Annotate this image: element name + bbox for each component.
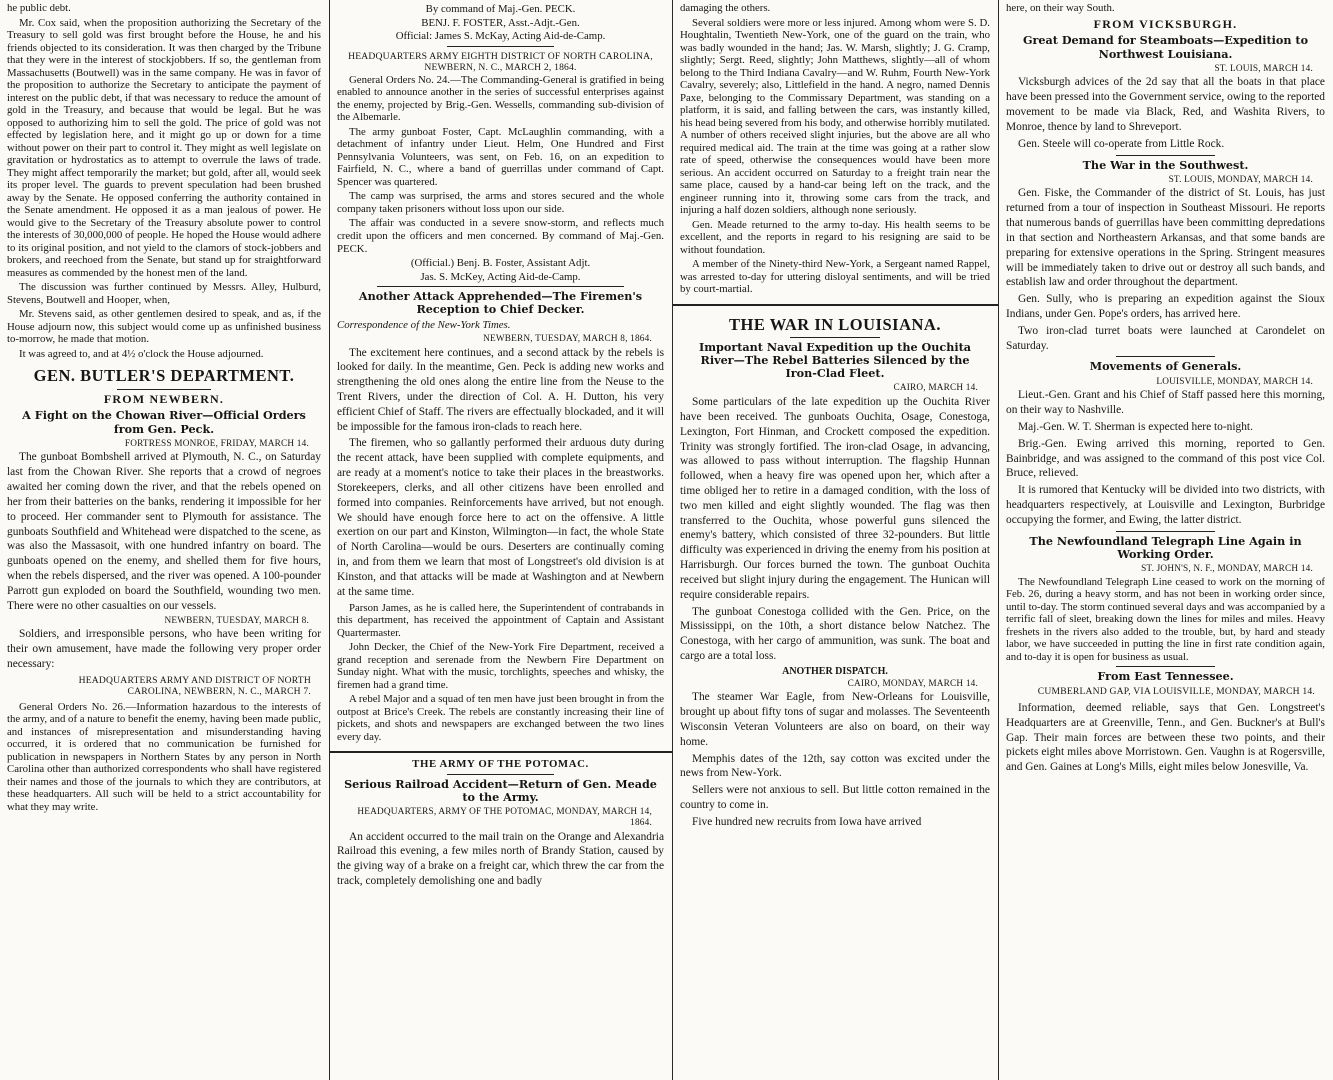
subheading: ANOTHER DISPATCH. xyxy=(782,665,888,677)
paragraph: damaging the others. xyxy=(680,2,771,14)
paragraph: Some particulars of the late expedition up the Ouchita River have been received. The gunboats Ouchita, Osage, Conestoga, Lexington, Fort Hinman, and Crockett composed the expedition. Trinity was strongly fortified. The iron-clad Osage, in advancing, was allowed to pass without interruption. The flagship Hunnan followed, when a heavy fire was opened upon her, which after a time obliged her to retire in a damaged condition, with the loss of two men killed and eight slightly wounded. The flag was then transferred to the Ouchita, whose powerful guns silenced the enemy's battery, which consisted of three 32-pounders. But little difficulty was experienced in driving the enemy from his position at Harrisburgh. Our forces burned the town. The gunboat Ouchita received but slight injury during the engagement. The Hunican will require considerable repairs. xyxy=(680,396,990,601)
section-box xyxy=(673,304,998,830)
signature: Official: James S. McKay, Acting Aid-de-Camp. xyxy=(395,30,606,43)
paragraph: Two iron-clad turret boats were launched at Carondelet on Saturday. xyxy=(1006,324,1325,352)
paragraph: A member of the Ninety-third New-York, a Sergeant named Rappel, was arrested to-day for uttering disloyal sentiments, and will be tried by court-martial. xyxy=(680,258,990,296)
divider xyxy=(377,286,624,287)
paragraph: General Orders No. 26.—Information hazardous to the interests of the army, and of a nature to benefit the enemy, having been made public, and instances of misrepresentation and misunderstanding having occurred, it is ordered that no communication be furnished for publication in newspapers in Northern States by any person in North Carolina other than authorized correspondents who shall have registered their names and those of the journals to which they are contributors, at these headquarters. All such will be held to a strict accountability for what they may write. xyxy=(7,700,321,813)
article-headline: Movements of Generals. xyxy=(1089,359,1242,374)
paragraph: The camp was surprised, the arms and stores secured and the whole company taken prisoners without loss upon our side. xyxy=(337,190,664,215)
paragraph: Maj.-Gen. W. T. Sherman is expected here to-night. xyxy=(1018,421,1253,433)
paragraph: A rebel Major and a squad of ten men have just been brought in from the outpost at Brice's Creek. The rebels are constantly increasing their line of pickets, and shots and newspapers are exchanged between the two lines every day. xyxy=(337,693,664,743)
column-2 xyxy=(330,0,673,1080)
dateline: CUMBERLAND GAP, VIA LOUISVILLE, MONDAY, MARCH 14. xyxy=(1037,686,1315,698)
correspondence-line xyxy=(337,319,664,332)
paragraph: John Decker, the Chief of the New-York Fire Department, received a grand reception and serenade from the Newbern Fire Department on Sunday night. What with the music, torchlights, speeches and whisky, the firemen had a grand time. xyxy=(337,641,664,691)
headquarters-heading: HEADQUARTERS ARMY EIGHTH DISTRICT OF NORTH CAROLINA, NEWBERN, N. C., MARCH 2, 1864. xyxy=(348,50,653,73)
divider xyxy=(1116,155,1215,156)
dateline: CAIRO, MONDAY, MARCH 14. xyxy=(847,678,978,689)
paragraph: Soldiers, and irresponsible persons, who have been writing for their own amusement, have made the following very proper order necessary: xyxy=(7,628,321,670)
paragraph: Sellers were not anxious to sell. But little cotton remained in the country to come in. xyxy=(680,784,990,812)
article-headline: Important Naval Expedition up the Ouchita River—The Rebel Batteries Silenced by the Iron-Clad Fleet. xyxy=(698,339,971,381)
paragraph: Mr. Cox said, when the proposition authorizing the Secretary of the Treasury to sell gold was first brought before the House, he and his friends objected to its consideration. It was then charged by the Tribune that they were in the interest of stockjobbers. If so, the gentleman from Massachusetts (Boutwell) was in the same company. He was in favor of the proposition to authorize the Secretary to anticipate the payment of interest on the public debt, if that was necessary to reduce the amount of gold in the Treasury, and because that would be legal. But he was opposed to authorizing him to sell the gold. The price of gold was not effected by legislation here, and it might go up or down for a time without power on their part to control it. They might as well legislate on gravitation or hydrostatics as to attempt to overrule the laws of trade. They might affect temporarily the market; but gold, after all, would seek its proper level. The guards to prevent speculation had been brushed away by the Senate. He opposed conferring the authority contained in the Senate amendment. He opposed it as a man jealous of power. He would give to the Secretary of the Treasury absolute power to control the interests of 30,000,000 of people. He hoped the House would adhere to its original position, and not yield to the clamors of stock-jobbers and brokers, and reechoed from the Senate, but stand up for straightforward measures as commended by the honest men of the land. xyxy=(7,16,321,279)
dateline: NEWBERN, TUESDAY, MARCH 8, 1864. xyxy=(483,333,652,344)
paragraph: Parson James, as he is called here, the Superintendent of contrabands in this department, has received the appointment of Captain and Assistant Quartermaster. xyxy=(337,601,664,639)
divider xyxy=(447,774,554,775)
paragraph: Vicksburgh advices of the 2d say that all the boats in that place have been pressed into the Government service, owing to the reported movement to be made via Black, Red, and Washita Rivers, to Monroe, thence by land to Shreveport. xyxy=(1006,76,1325,133)
paragraph: Lieut.-Gen. Grant and his Chief of Staff passed here this morning, on their way to Nashville. xyxy=(1006,389,1325,417)
paragraph: Gen. Steele will co-operate from Little Rock. xyxy=(1018,137,1225,150)
signature: By command of Maj.-Gen. PECK. xyxy=(425,3,576,15)
divider xyxy=(790,337,880,338)
article-headline: From East Tennessee. xyxy=(1097,669,1234,684)
section-headline: THE WAR IN LOUISIANA. xyxy=(729,314,941,334)
dateline: ST. LOUIS, MONDAY, MARCH 14. xyxy=(1168,174,1313,185)
dateline: ST. JOHN'S, N. F., MONDAY, MARCH 14. xyxy=(1141,563,1313,574)
divider xyxy=(447,46,554,47)
paragraph: It was agreed to, and at 4½ o'clock the House adjourned. xyxy=(19,347,264,360)
column-1 xyxy=(0,0,330,1080)
paragraph: The firemen, who so gallantly performed their arduous duty during the recent attack, have been supplied with complete equipments, and are ready at a moment's notice to take their places in the breastworks. Storekeepers, clerks, and all other citizens have been enrolled and formed into companies. Reinforcements have arrived, but not enough. We should have enough force here to act on the offensive. A little exertion on our part and Kinston, Wilmington—in fact, the whole State of North Carolina—would be ours. Deserters are continually coming in, and from them we learn that most of Longstreet's old division is at Kinston, and that attacks will be made at Washington and at Newbern at the same time. xyxy=(337,437,664,598)
paragraph: Several soldiers were more or less injured. Among whom were S. D. Houghtalin, Twentieth New-York, one of the guard on the train, who was badly wounded in the hand; Jas. W. Marsh, slightly; J. G. Cramp, slightly; Sergt. Reed, slightly; John Matthews, slightly—all of whom belong to the Third Indiana Cavalry—and W. Ruhm, Fourth New-York Cavalry, severely; also, Littlefield in the hand. A negro, named Dennis Paxe, belonging to the Commissary Department, was standing on a platform, it is said, and falling between the cars, was instantly killed, his head being severed from his body, and otherwise horribly mutilated. A number of others received slight injuries, but the above are all who required medical aid. The train at the time was going at a rather slow rate of speed, otherwise the consequences would have been more serious. An accident occurred on Saturday to a freight train near the same place, caused by a hand-car being left on the track, and the engineer running into it, throwing some cars from the track, and injuring a half dozen soldiers, although none seriously. xyxy=(680,16,990,217)
paragraph: It is rumored that Kentucky will be divided into two districts, with headquarters respectively, at Louisville and Lexington, Burbridge occupying the former, and Ewing, the latter district. xyxy=(1006,484,1325,526)
paragraph: Information, deemed reliable, says that Gen. Longstreet's Headquarters are at Greenville, Tenn., and Gen. Buckner's at Bull's Gap. Their main forces are between these two points, and their pickets eight miles above Morristown. Gen. Vaughn is at Rogersville, and Gen. Gaines at Long's Mills, eight miles below Jonesville, Va. xyxy=(1006,701,1325,774)
paragraph: Gen. Sully, who is preparing an expedition against the Sioux Indians, under Gen. Pope's orders, has arrived here. xyxy=(1006,293,1325,320)
paragraph: The gunboat Bombshell arrived at Plymouth, N. C., on Saturday last from the Chowan River. She reports that a crowd of negroes awaited her coming down the river, and that the rebels opened on her from their batteries on the banks, rendering it impossible for her to proceed. Her commander sent to Plymouth for assistance. The gunboats Southfield and Whitehead were dispatched to the scene, as was also the Massasoit, with one hundred infantry on board. The gunboats opened on the enemy, and shelled them for five hours, when the rebels dispersed, and the river was opened. A 100-pounder Parrott gun exploded on board the Southfield, wounding two men. There were no other casualties on our vessels. xyxy=(7,451,321,612)
paragraph: Brig.-Gen. Ewing arrived this morning, reported to Gen. Bainbridge, and was assigned to the command of this post vice Col. Bruce, relieved. xyxy=(1006,437,1325,480)
headquarters-heading: HEADQUARTERS ARMY AND DISTRICT OF NORTH CAROLINA, NEWBERN, N. C., MARCH 7. xyxy=(78,674,311,698)
divider xyxy=(1116,356,1215,357)
section-headline: FROM VICKSBURGH. xyxy=(1093,16,1238,31)
paragraph: The gunboat Conestoga collided with the Gen. Price, on the Mississippi, on the 10th, a short distance below Natchez. The Conestoga, with her cargo of ammunition, was sunk. The boat and cargo are a total loss. xyxy=(680,605,990,663)
paragraph: he public debt. xyxy=(7,2,71,14)
paragraph: The excitement here continues, and a second attack by the rebels is looked for daily. In the meantime, Gen. Peck is adding new works and strengthening the old ones along the entire line from the Neuse to the Trent Rivers, under the direction of Col. A. H. Dutton, his very efficient Chief of Staff. The rivers are effectually blockaded, and it will be impossible for the famous iron-clads to reach here. xyxy=(337,346,664,433)
article-headline: Serious Railroad Accident—Return of Gen. Meade to the Army. xyxy=(344,776,657,804)
section-box xyxy=(330,751,672,889)
paragraph: Memphis dates of the 12th, say cotton was excited under the news from New-York. xyxy=(680,752,990,780)
dateline: HEADQUARTERS, ARMY OF THE POTOMAC, MONDAY, MARCH 14, 1864. xyxy=(357,806,652,828)
article-headline: The War in the Southwest. xyxy=(1082,157,1249,172)
column-3 xyxy=(673,0,999,1080)
paragraph: Five hundred new recruits from Iowa have arrived xyxy=(692,815,922,828)
signature: (Official.) Benj. B. Foster, Assistant Adjt. xyxy=(410,257,591,270)
paragraph: The discussion was further continued by Messrs. Alley, Hulburd, Stevens, Boutwell and Hooper, when, xyxy=(7,281,321,306)
divider xyxy=(1116,666,1215,667)
paragraph: Gen. Meade returned to the army to-day. His health seems to be excellent, and the reports in regard to his resigning are said to be without foundation. xyxy=(680,218,990,256)
divider xyxy=(1116,531,1215,532)
article-headline: A Fight on the Chowan River—Official Orders from Gen. Peck. xyxy=(22,408,306,436)
paragraph: The Newfoundland Telegraph Line ceased to work on the morning of Feb. 26, during a heavy storm, and has not been in working order since, until to-day. The storm continued several days and was accompanied by a terrific fall of sleet, breaking down the lines for miles and miles. Heavy freshets in the rivers also added to the trouble, but, by hard and steady labor, we have succeeded in putting the line in first rate condition again, and to-day it is open for business as usual. xyxy=(1006,575,1325,663)
paragraph: An accident occurred to the mail train on the Orange and Alexandria Railroad this evening, a few miles north of Brandy Station, caused by the giving way of a brake on a freight car, which threw the car from the track, completely demolishing one and badly xyxy=(337,830,664,887)
section-headline: THE ARMY OF THE POTOMAC. xyxy=(412,758,589,771)
dateline: NEWBERN, TUESDAY, MARCH 8. xyxy=(164,615,309,626)
paragraph: The army gunboat Foster, Capt. McLaughlin commanding, with a detachment of infantry under Lieut. Helm, One Hundred and First Pennsylvania Volunteers, was sent, on Feb. 16, on an expedition to Fairfield, N. C., where a band of guerrillas under command of Capt. Spencer was quartered. xyxy=(337,125,664,188)
paragraph: General Orders No. 24.—The Commanding-General is gratified in being enabled to announce another in the series of successful enterprises against the enemy, projected by Brig.-Gen. Wessells, commanding sub-division of the Albemarle. xyxy=(337,73,664,124)
paragraph: Gen. Fiske, the Commander of the district of St. Louis, has just returned from a tour of inspection in Southeast Missouri. He reports that numerous bands of guerrillas have been committing depredations in that section and Northeastern Arkansas, and that some bands are preparing for extensive operations in the Spring. Stringent measures will be immediately taken to drive out or destroy all such bands, and establish law and order throughout the department. xyxy=(1006,187,1325,289)
article-headline: Great Demand for Steamboats—Expedition to Northwest Louisiana. xyxy=(1022,33,1309,61)
dateline: LOUISVILLE, MONDAY, MARCH 14. xyxy=(1156,376,1313,387)
paragraph: The steamer War Eagle, from New-Orleans for Louisville, brought up about fifty tons of sugar and molasses. The Seventeenth Wisconsin Veteran Volunteers are also on board, on their way home. xyxy=(680,691,990,748)
article-headline: The Newfoundland Telegraph Line Again in Working Order. xyxy=(1029,533,1302,561)
divider xyxy=(117,389,211,390)
dateline: ST. LOUIS, MARCH 14. xyxy=(1214,63,1313,74)
subheadline: FROM NEWBERN. xyxy=(103,391,225,406)
signature: Jas. S. McKey, Acting Aid-de-Camp. xyxy=(420,270,581,283)
paragraph: The affair was conducted in a severe snow-storm, and reflects much credit upon the officers and men concerned. By command of Maj.-Gen. PECK. xyxy=(337,217,664,255)
paragraph: here, on their way South. xyxy=(1006,2,1115,14)
dateline: FORTRESS MONROE, FRIDAY, MARCH 14. xyxy=(124,438,309,449)
column-4 xyxy=(999,0,1333,1080)
signature: BENJ. F. FOSTER, Asst.-Adjt.-Gen. xyxy=(421,16,580,29)
dateline: CAIRO, MARCH 14. xyxy=(893,383,978,394)
correspondence-credit: Correspondence of the New-York Times. xyxy=(337,319,511,332)
section-headline: GEN. BUTLER'S DEPARTMENT. xyxy=(33,366,295,386)
paragraph: Mr. Stevens said, as other gentlemen desired to speak, and as, if the House adjourn now, this subject would come up as unfinished business to-morrow, he made that motion. xyxy=(7,308,321,346)
article-headline: Another Attack Apprehended—The Firemen's Reception to Chief Decker. xyxy=(358,289,643,317)
